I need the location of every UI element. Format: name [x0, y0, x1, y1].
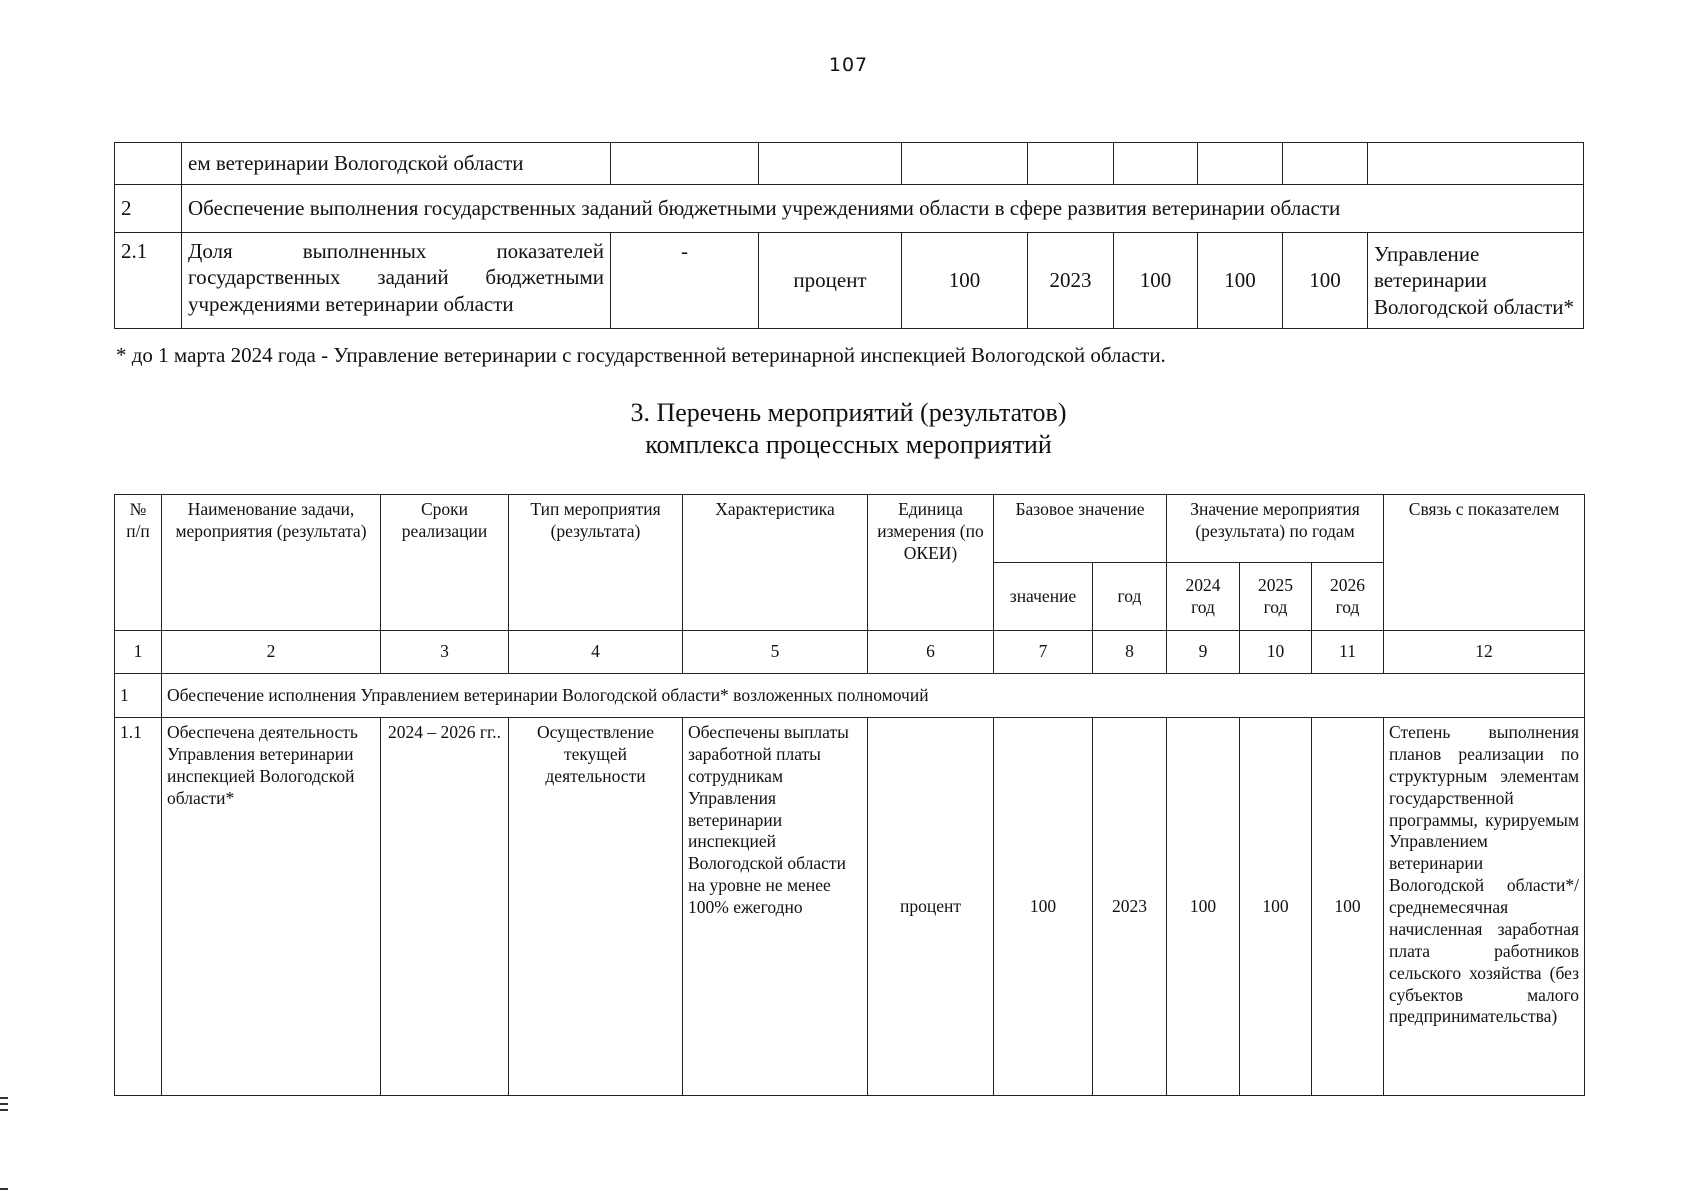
header-2026: 2026 год [1312, 563, 1384, 631]
activity-characteristic: Обеспечены выплаты заработной платы сотрудникам Управления ветеринарии инспекцией Вологодской области на уровне не менее 100% ежегодно [683, 718, 868, 1096]
margin-mark [0, 1109, 8, 1111]
margin-mark [0, 1103, 8, 1105]
section-heading [0, 397, 1697, 461]
header-base-value: значение [994, 563, 1093, 631]
row-number: 2 [115, 185, 182, 233]
row-number: 2.1 [115, 233, 182, 329]
footnote: * до 1 марта 2024 года - Управление ветеринарии с государственной ветеринарной инспекцией Вологодской области. [116, 343, 1166, 367]
base-value: 100 [902, 233, 1028, 329]
table-cell [115, 143, 182, 185]
section-heading-line1: 3. Перечень мероприятий (результатов) [630, 398, 1067, 427]
activity-value-2026: 100 [1312, 718, 1384, 1096]
continued-indicators-table [114, 142, 1584, 329]
value-2024: 100 [1114, 233, 1198, 329]
task-title: Обеспечение выполнения государственных заданий бюджетными учреждениями области в сфере развития ветеринарии области [182, 185, 1584, 233]
header-2024: 2024 год [1167, 563, 1240, 631]
section-title: Обеспечение исполнения Управлением ветеринарии Вологодской области* возложенных полномочий [162, 674, 1585, 718]
header-base-year: год [1093, 563, 1167, 631]
col-number: 8 [1093, 631, 1167, 674]
col-number: 2 [162, 631, 381, 674]
activity-base-value: 100 [994, 718, 1093, 1096]
activity-value-2025: 100 [1240, 718, 1312, 1096]
section-number: 1 [115, 674, 162, 718]
column-numbers-row [115, 631, 1585, 674]
header-unit: Единица измерения (по ОКЕИ) [868, 495, 994, 631]
responsible: Управление ветеринарии Вологодской области* [1368, 233, 1584, 329]
table-row [115, 718, 1585, 1096]
table-row [115, 674, 1585, 718]
table-row [115, 233, 1584, 329]
indicator-name: Доля выполненных показателей государственных заданий бюджетными учреждениями ветеринарии области [182, 233, 611, 329]
activity-type: Осуществление текущей деятельности [509, 718, 683, 1096]
col-number: 5 [683, 631, 868, 674]
continued-row-text: ем ветеринарии Вологодской области [182, 143, 611, 185]
col-number: 3 [381, 631, 509, 674]
header-2025: 2025 год [1240, 563, 1312, 631]
table-header-row [115, 495, 1585, 563]
col-number: 4 [509, 631, 683, 674]
col-number: 12 [1384, 631, 1585, 674]
unit: процент [759, 233, 902, 329]
table-row [115, 143, 1584, 185]
page-number: 107 [828, 54, 869, 76]
col-number: 11 [1312, 631, 1384, 674]
indicator-dash: - [611, 233, 759, 329]
col-number: 9 [1167, 631, 1240, 674]
col-number: 10 [1240, 631, 1312, 674]
header-link: Связь с показателем [1384, 495, 1585, 631]
activity-link-indicator: Степень выполнения планов реализации по структурным элементам государственной программы, курируемым Управлением ветеринарии Вологодской области*/ среднемесячная начисленная заработная плата работников сельского хозяйства (без субъектов малого предпринимательства) [1384, 718, 1585, 1096]
value-2025: 100 [1198, 233, 1283, 329]
header-name: Наименование задачи, мероприятия (результата) [162, 495, 381, 631]
header-terms: Сроки реализации [381, 495, 509, 631]
row-number: 1.1 [115, 718, 162, 1096]
table-row [115, 185, 1584, 233]
value-2026: 100 [1283, 233, 1368, 329]
activity-value-2024: 100 [1167, 718, 1240, 1096]
col-number: 7 [994, 631, 1093, 674]
header-characteristic: Характеристика [683, 495, 868, 631]
activities-table [114, 494, 1585, 1096]
base-year: 2023 [1028, 233, 1114, 329]
activity-unit: процент [868, 718, 994, 1096]
header-num: № п/п [115, 495, 162, 631]
margin-mark [0, 1097, 8, 1099]
header-years-value: Значение мероприятия (результата) по годам [1167, 495, 1384, 563]
activity-name: Обеспечена деятельность Управления ветеринарии инспекцией Вологодской области* [162, 718, 381, 1096]
margin-mark [0, 1188, 8, 1190]
header-type: Тип мероприятия (результата) [509, 495, 683, 631]
header-base: Базовое значение [994, 495, 1167, 563]
activity-base-year: 2023 [1093, 718, 1167, 1096]
col-number: 6 [868, 631, 994, 674]
section-heading-line2: комплекса процессных мероприятий [645, 430, 1052, 459]
col-number: 1 [115, 631, 162, 674]
activity-terms: 2024 – 2026 гг.. [381, 718, 509, 1096]
